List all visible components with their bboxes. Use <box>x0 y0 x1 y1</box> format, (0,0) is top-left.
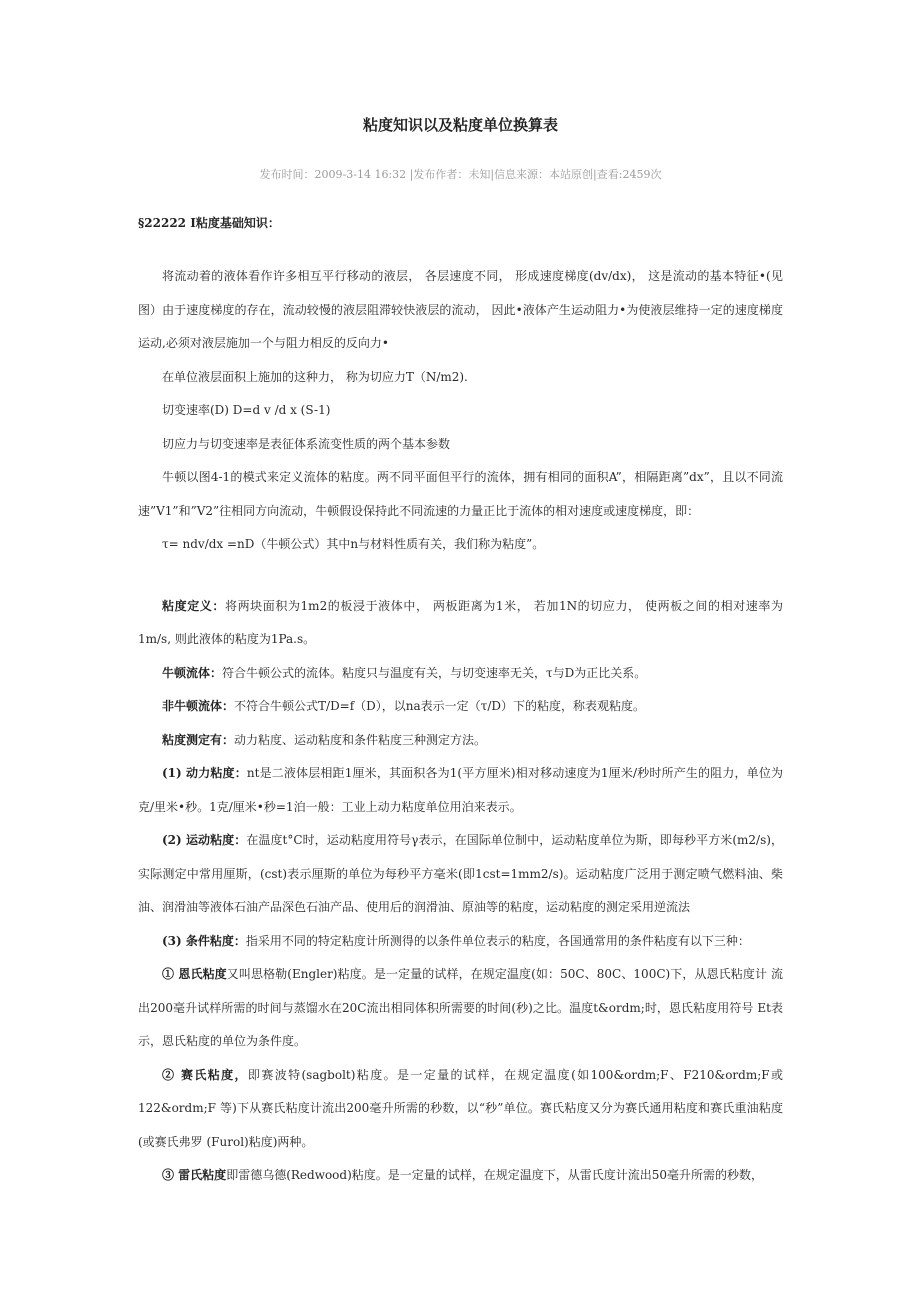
non-newtonian-fluid-label: 非牛顿流体： <box>162 699 235 713</box>
paragraph-newton-model: 牛顿以图4-1的模式来定义流体的粘度。两不同平面但平行的流体，拥有相同的面积A”，相隔距离”dx”，且以不同流速”V1”和”V2”往相同方向流动，牛顿假设保持此不同流速的力量正比于流体的相对速度或速度梯度，即： <box>138 470 783 518</box>
conditional-viscosity-text: 指采用不同的特定粘度计所测得的以条件单位表示的粘度，各国通常用的条件粘度有以下三种： <box>245 933 750 948</box>
viscosity-definition-label: 粘度定义： <box>162 598 225 613</box>
paragraph-newtonian-fluid <box>138 657 783 691</box>
paragraph-saybolt-viscosity <box>138 1059 783 1160</box>
page-title: 粘度知识以及粘度单位换算表 <box>362 116 558 134</box>
paragraph-non-newtonian-fluid <box>138 690 783 724</box>
paragraph-kinematic-viscosity <box>138 824 783 925</box>
newtonian-fluid-label: 牛顿流体： <box>162 665 223 680</box>
paragraph-measurement-methods <box>138 724 783 758</box>
measurement-methods-text: 动力粘度、运动粘度和条件粘度三种测定方法。 <box>234 732 487 747</box>
paragraph-engler-viscosity <box>138 958 783 1059</box>
kinematic-viscosity-text: 在温度t°C时，运动粘度用符号γ表示，在国际单位制中，运动粘度单位为斯，即每秒平方米(m2/s)， 实际测定中常用厘斯，(cst)表示厘斯的单位为每秒平方毫米(即1cst=1mm2/s)。运动粘度广泛用于测定喷气燃料油、柴 油、润滑油等液体石油产品深色石油产品、使用后的润滑油、原油等的粘度，运动粘度的测定采用逆流法 <box>138 833 783 914</box>
paragraph-viscosity-definition <box>138 590 783 657</box>
viscosity-definition-text: 将两块面积为1m2的板浸于液体中， 两板距离为1米， 若加1N的切应力， 使两板之间的相对速率为1m/s, 则此液体的粘度为1Pa.s。 <box>138 598 783 646</box>
article-body <box>138 260 783 1193</box>
paragraph-shear-rate: 切变速率(D) D=d v /d x (S-1) <box>162 403 331 417</box>
saybolt-viscosity-text: 即赛波特(sagbolt)粘度。是一定量的试样，在规定温度(如100&ordm;F、F210&ordm;F或122&ordm;F 等)下从赛氏粘度计流出200毫升所需的秒数，以“秒”单位。赛氏粘度又分为赛氏通用粘度和赛氏重油粘度(或赛氏弗罗 (Furol)粘度)两种。 <box>138 1067 783 1149</box>
conditional-viscosity-label: (3) 条件粘度： <box>162 933 246 948</box>
publish-meta: 发布时间：2009-3-14 16:32 |发布作者：未知|信息来源：本站原创|查看:2459次 <box>259 168 662 181</box>
paragraph-dynamic-viscosity <box>138 757 783 824</box>
dynamic-viscosity-label: (1) 动力粘度： <box>162 766 247 780</box>
section-heading: §22222 Ⅰ粘度基础知识： <box>138 216 280 230</box>
redwood-viscosity-text: 即雷德乌德(Redwood)粘度。是一定量的试样，在规定温度下，从雷氏度计流出50毫升所需的秒数， <box>226 1168 764 1182</box>
non-newtonian-fluid-text: 不符合牛顿公式T/D=f（D），以na表示一定（τ/D）下的粘度，称表观粘度。 <box>234 699 645 713</box>
paragraph-conditional-viscosity <box>138 925 783 959</box>
paragraph-shear-stress: 在单位液层面积上施加的这种力， 称为切应力T（N/m2). <box>162 369 468 384</box>
kinematic-viscosity-label: (2) 运动粘度： <box>162 833 247 847</box>
dynamic-viscosity-text: nt是二液体层相距1厘米，其面积各为1(平方厘米)相对移动速度为1厘米/秒时所产生的阻力，单位为克/里米•秒。1克/厘米•秒=1泊一般：工业上动力粘度单位用泊来表示。 <box>138 766 783 814</box>
newtonian-fluid-text: 符合牛顿公式的流体。粘度只与温度有关，与切变速率无关，τ与D为正比关系。 <box>222 665 647 680</box>
paragraph-newton-formula: τ= ndv/dx =nD（牛顿公式）其中n与材料性质有关，我们称为粘度”。 <box>162 537 545 551</box>
engler-viscosity-label: ① 恩氏粘度 <box>162 967 227 981</box>
engler-viscosity-text: 又叫思格勒(Engler)粘度。是一定量的试样，在规定温度(如：50C、80C、100C)下，从恩氏粘度计 流出200毫升试样所需的时间与蒸馏水在20C流出相同体积所需要的时间(秒)之比。温度t&ordm;时，恩氏粘度用符号 Et表示，恩氏粘度的单位为条件度。 <box>138 967 784 1048</box>
measurement-methods-label: 粘度测定有： <box>162 732 235 747</box>
saybolt-viscosity-label: ② 赛氏粘度， <box>162 1067 248 1082</box>
paragraph-redwood-viscosity <box>138 1159 783 1193</box>
redwood-viscosity-label: ③ 雷氏粘度 <box>162 1168 227 1182</box>
paragraph-velocity-gradient: 将流动着的液体看作许多相互平行移动的液层， 各层速度不同， 形成速度梯度(dv/dx)， 这是流动的基本特征•(见图）由于速度梯度的存在，流动较慢的液层阻滞较快液层的流动， 因此•液体产生运动阻力•为使液层维持一定的速度梯度 运动,必须对液层施加一个与阻力相反的反向力• <box>138 269 783 350</box>
paragraph-parameters: 切应力与切变速率是表征体系流变性质的两个基本参数 <box>162 436 451 451</box>
